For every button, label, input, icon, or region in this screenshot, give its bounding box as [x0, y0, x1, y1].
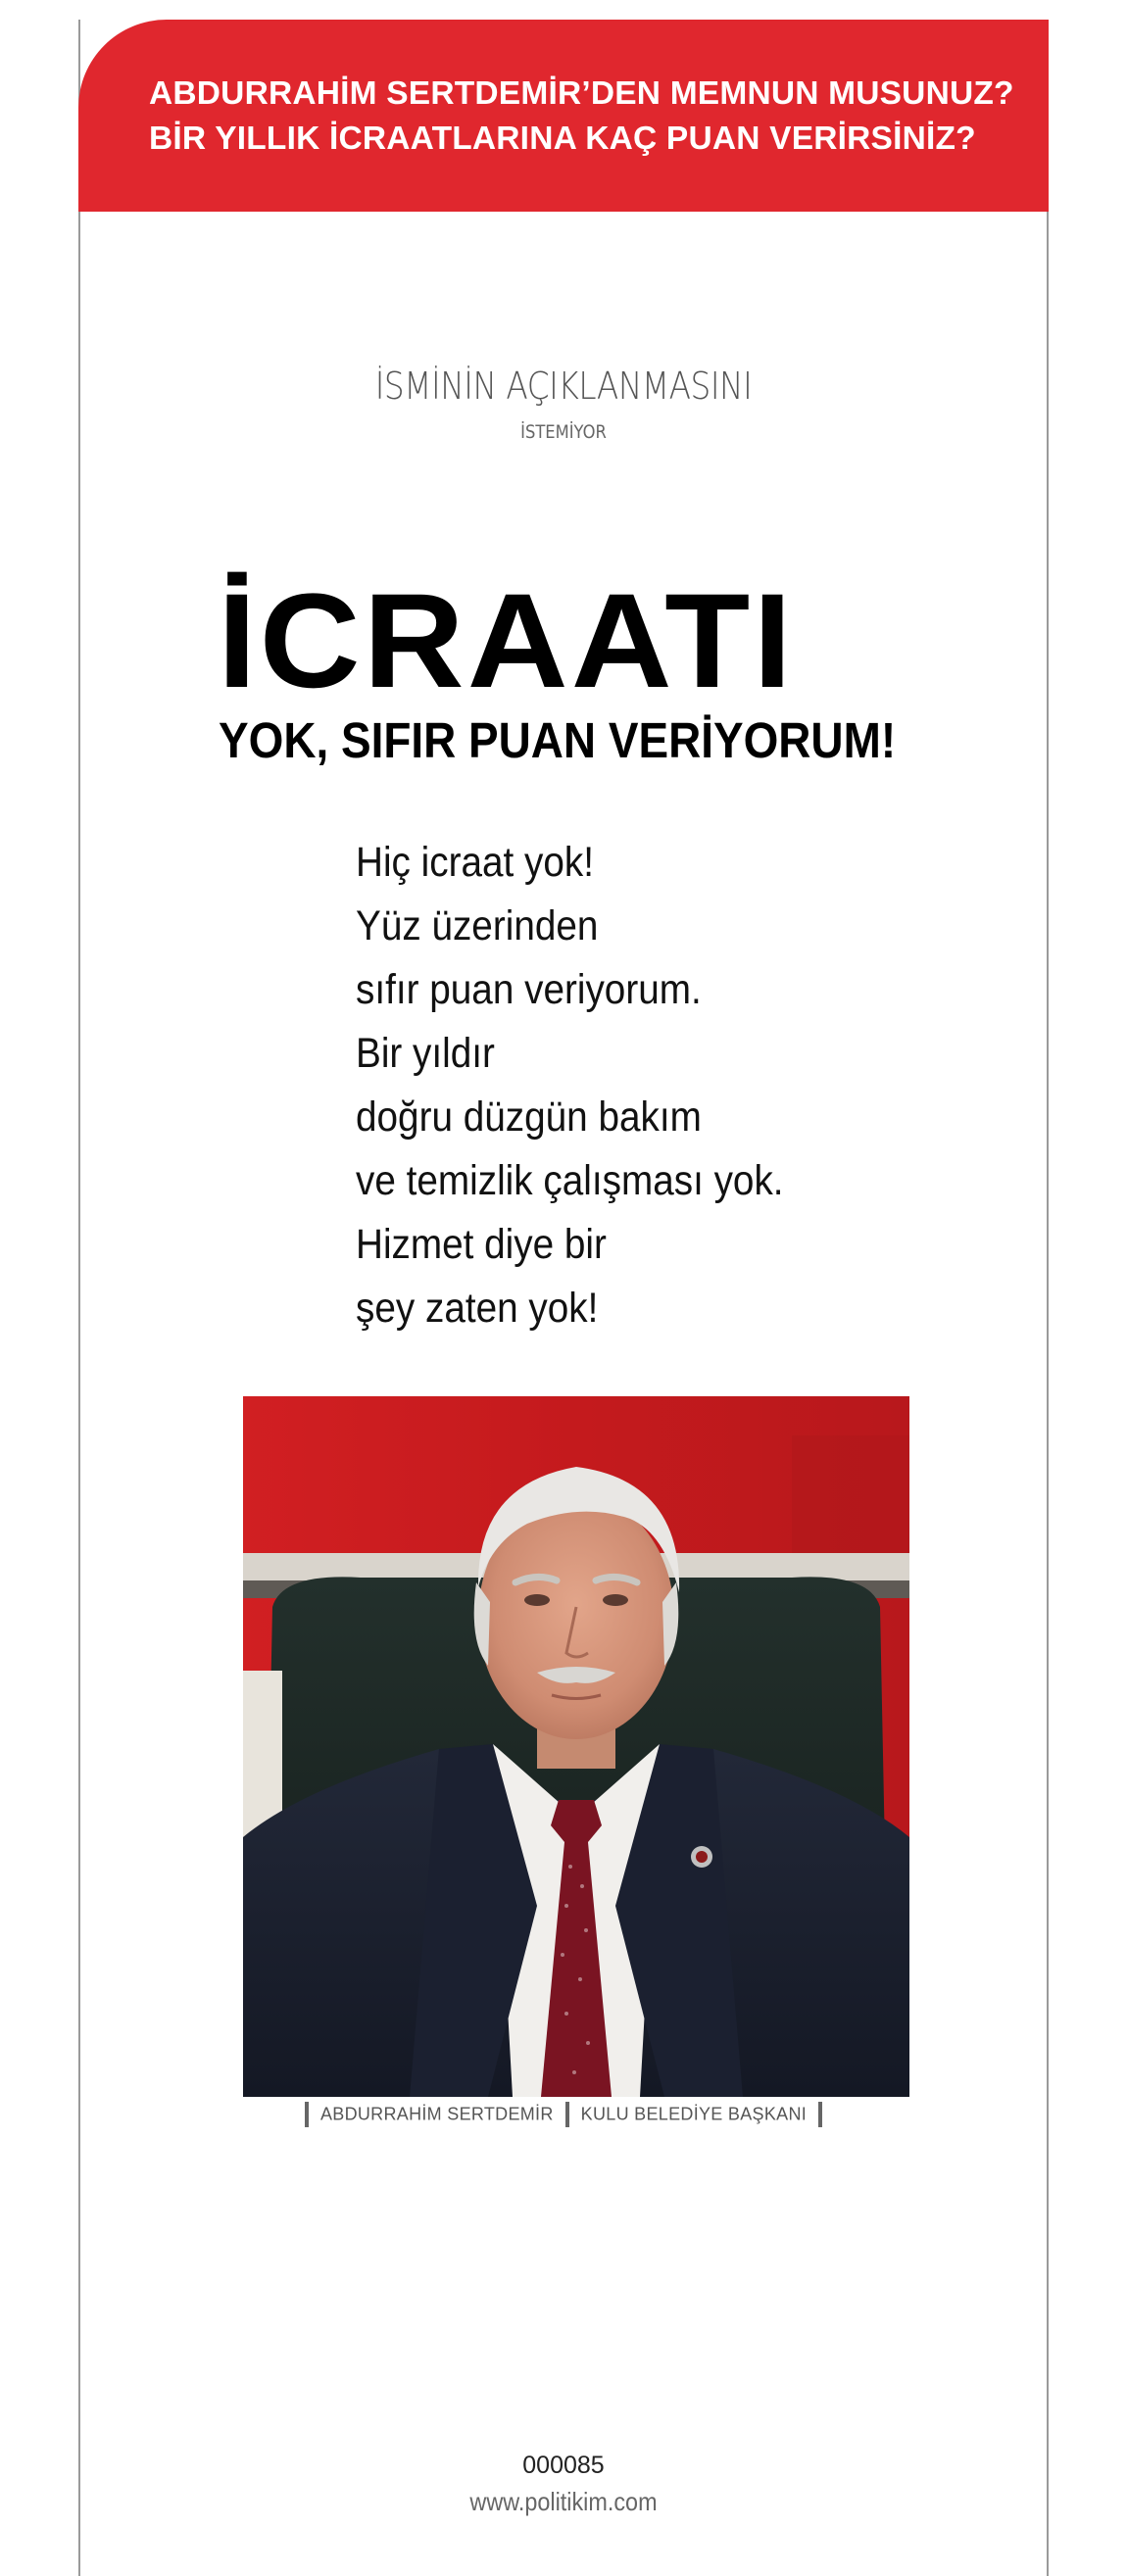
quote-line: Hizmet diye bir	[356, 1221, 607, 1268]
website-link[interactable]: www.politikim.com	[469, 2487, 658, 2516]
caption-divider	[305, 2102, 309, 2127]
anonymous-sublabel: İSTEMİYOR	[520, 421, 607, 443]
quote-line: sıfır puan veriyorum.	[356, 966, 702, 1013]
quote-line: Bir yıldır	[356, 1030, 495, 1077]
caption-divider	[818, 2102, 822, 2127]
headline-main: İCRAATI	[218, 566, 796, 716]
header-question-2: BİR YILLIK İCRAATLARINA KAÇ PUAN VERİRSİNİZ?	[149, 121, 976, 157]
quote-line: ve temizlik çalışması yok.	[356, 1157, 784, 1204]
caption-title: KULU BELEDİYE BAŞKANI	[580, 2104, 808, 2124]
portrait-photo	[243, 1396, 909, 2097]
quote-line: Hiç icraat yok!	[356, 839, 595, 886]
header-question-1: ABDURRAHİM SERTDEMİR’DEN MEMNUN MUSUNUZ?	[149, 75, 1014, 112]
caption-name: ABDURRAHİM SERTDEMİR	[319, 2104, 554, 2124]
quote-block	[356, 831, 831, 1340]
headline-subtitle: YOK, SIFIR PUAN VERİYORUM!	[219, 712, 897, 768]
quote-line: doğru düzgün bakım	[356, 1094, 702, 1141]
header-banner	[78, 20, 1049, 212]
quote-line: Yüz üzerinden	[356, 902, 599, 949]
quote-line: şey zaten yok!	[356, 1285, 599, 1332]
photo-caption	[0, 2102, 1127, 2127]
page-code: 000085	[522, 2452, 605, 2479]
caption-divider	[565, 2102, 569, 2127]
anonymous-label: İSMİNİN AÇIKLANMASINI	[374, 365, 753, 408]
